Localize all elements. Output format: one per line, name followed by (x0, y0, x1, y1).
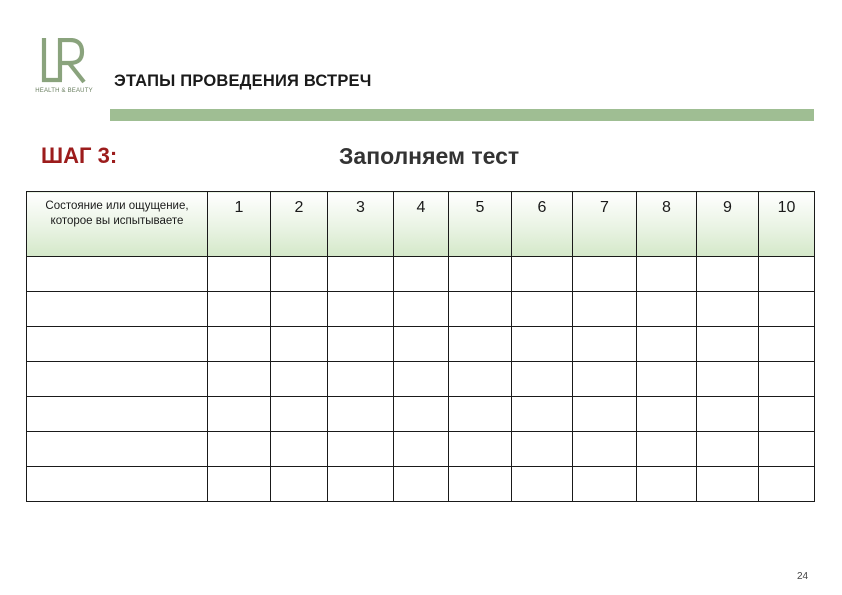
score-cell[interactable] (208, 397, 271, 432)
score-cell[interactable] (271, 432, 328, 467)
score-cell[interactable] (449, 397, 512, 432)
score-cell[interactable] (271, 257, 328, 292)
score-cell[interactable] (759, 292, 815, 327)
score-cell[interactable] (208, 327, 271, 362)
score-cell[interactable] (697, 397, 759, 432)
score-cell[interactable] (697, 467, 759, 502)
score-cell[interactable] (394, 362, 449, 397)
score-cell[interactable] (394, 397, 449, 432)
table-row (27, 292, 815, 327)
score-cell[interactable] (208, 362, 271, 397)
score-cell[interactable] (573, 327, 637, 362)
page-number: 24 (797, 571, 809, 582)
score-cell[interactable] (271, 327, 328, 362)
table-row (27, 432, 815, 467)
score-cell[interactable] (573, 432, 637, 467)
score-cell[interactable] (328, 397, 394, 432)
score-cell[interactable] (394, 432, 449, 467)
score-cell[interactable] (759, 397, 815, 432)
score-cell[interactable] (573, 362, 637, 397)
score-cell[interactable] (637, 257, 697, 292)
score-header-9: 9 (697, 192, 759, 257)
score-cell[interactable] (637, 292, 697, 327)
score-header-5: 5 (449, 192, 512, 257)
table-row (27, 362, 815, 397)
score-cell[interactable] (759, 467, 815, 502)
score-header-3: 3 (328, 192, 394, 257)
score-cell[interactable] (512, 257, 573, 292)
score-cell[interactable] (328, 467, 394, 502)
score-cell[interactable] (759, 432, 815, 467)
score-cell[interactable] (573, 292, 637, 327)
score-cell[interactable] (328, 432, 394, 467)
lr-logo (27, 36, 101, 98)
score-cell[interactable] (449, 362, 512, 397)
score-cell[interactable] (759, 362, 815, 397)
score-cell[interactable] (512, 432, 573, 467)
score-cell[interactable] (328, 292, 394, 327)
score-cell[interactable] (449, 292, 512, 327)
score-cell[interactable] (394, 327, 449, 362)
feeling-cell[interactable] (27, 397, 208, 432)
score-cell[interactable] (328, 362, 394, 397)
table-row (27, 467, 815, 502)
score-cell[interactable] (328, 327, 394, 362)
score-cell[interactable] (637, 432, 697, 467)
header-divider (110, 109, 814, 121)
score-header-6: 6 (512, 192, 573, 257)
score-cell[interactable] (697, 292, 759, 327)
score-cell[interactable] (637, 397, 697, 432)
score-cell[interactable] (512, 327, 573, 362)
score-cell[interactable] (328, 257, 394, 292)
score-cell[interactable] (512, 467, 573, 502)
score-cell[interactable] (697, 327, 759, 362)
score-cell[interactable] (637, 327, 697, 362)
score-cell[interactable] (573, 467, 637, 502)
score-cell[interactable] (512, 362, 573, 397)
score-header-4: 4 (394, 192, 449, 257)
score-cell[interactable] (394, 467, 449, 502)
score-cell[interactable] (512, 292, 573, 327)
score-cell[interactable] (759, 257, 815, 292)
score-cell[interactable] (637, 467, 697, 502)
score-cell[interactable] (271, 292, 328, 327)
score-header-8: 8 (637, 192, 697, 257)
step-label: ШАГ 3: (41, 143, 118, 168)
table-row (27, 257, 815, 292)
score-cell[interactable] (697, 362, 759, 397)
table-row (27, 397, 815, 432)
score-cell[interactable] (449, 257, 512, 292)
lr-logo-icon (40, 38, 88, 84)
score-cell[interactable] (271, 467, 328, 502)
feeling-cell[interactable] (27, 432, 208, 467)
score-cell[interactable] (697, 432, 759, 467)
score-cell[interactable] (208, 257, 271, 292)
feeling-column-header: Состояние или ощущение, которое вы испытываете (27, 192, 208, 257)
feeling-cell[interactable] (27, 362, 208, 397)
score-cell[interactable] (449, 327, 512, 362)
score-cell[interactable] (759, 327, 815, 362)
feeling-cell[interactable] (27, 257, 208, 292)
score-cell[interactable] (394, 257, 449, 292)
score-cell[interactable] (394, 292, 449, 327)
score-cell[interactable] (271, 397, 328, 432)
score-cell[interactable] (573, 397, 637, 432)
score-cell[interactable] (697, 257, 759, 292)
score-header-1: 1 (208, 192, 271, 257)
score-header-10: 10 (759, 192, 815, 257)
logo-tagline: HEALTH & BEAUTY (35, 88, 93, 94)
score-cell[interactable] (208, 292, 271, 327)
feeling-cell[interactable] (27, 467, 208, 502)
page-title: ЭТАПЫ ПРОВЕДЕНИЯ ВСТРЕЧ (114, 72, 372, 90)
feeling-cell[interactable] (27, 327, 208, 362)
score-cell[interactable] (271, 362, 328, 397)
score-cell[interactable] (512, 397, 573, 432)
score-cell[interactable] (208, 467, 271, 502)
table-header-row (27, 192, 815, 257)
score-cell[interactable] (573, 257, 637, 292)
score-cell[interactable] (208, 432, 271, 467)
score-header-2: 2 (271, 192, 328, 257)
score-cell[interactable] (637, 362, 697, 397)
table-body (27, 257, 815, 502)
score-header-7: 7 (573, 192, 637, 257)
score-cell[interactable] (449, 432, 512, 467)
score-cell[interactable] (449, 467, 512, 502)
table-row (27, 327, 815, 362)
test-table (26, 191, 815, 502)
feeling-cell[interactable] (27, 292, 208, 327)
step-title: Заполняем тест (339, 143, 520, 169)
